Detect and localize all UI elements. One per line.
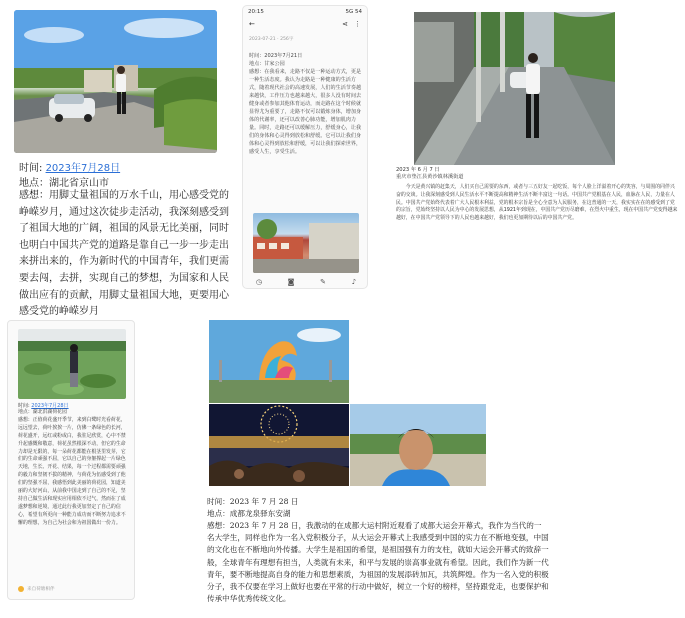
date-link[interactable]: 2023年7月28日: [31, 403, 69, 409]
footer-text: 来自荷塘相伴: [27, 587, 55, 592]
reflection-text: 感想：2023 年 7 月 28 日，我激动的在成都大运村附近观看了成都大运会开幕式，我作为当代的一名大学生，同样也作为一名入党积极分子，从大运会开幕式上我感受到中国的实力在不断地变强，中国的文化也在不断地向外传播。大学生是祖国的希望，是祖国强有力的支柱，就如大运会开幕式的致辞一般，全球青年有理想有担当，人类就有未来，和平与发展的崇高事业就有希望。因此，我们作为新一代青年，要不断地提高自身的能力和思想素质，为祖国的发展添砖加瓦，共筑辉煌。作为一名入党的积极分子，我不仅要在学习上做好也要在平常的行动中做好，树立一个好的榜样，坚持跟党走，也要保护和传承中华优秀传统文化。: [207, 521, 549, 604]
phone-note-screen: [242, 5, 368, 289]
post-card-5: [205, 318, 549, 608]
photo-sculpture: [209, 320, 349, 403]
photo-fireworks: [209, 404, 349, 486]
time-label: 时间:: [18, 403, 30, 409]
checklist-icon[interactable]: ◷: [255, 278, 262, 286]
photo-lotus-pond: [18, 329, 126, 399]
place-line: 重庆市垫江县黄沙镇林溪街道: [396, 174, 464, 180]
status-indicators: 5G 54: [345, 9, 362, 15]
photo-roadside-hiker: [14, 10, 217, 153]
note-meta: 2023-07-21 · 256字: [249, 37, 294, 42]
status-time: 20:15: [248, 9, 264, 15]
time-line: 时间：2023 年 7 月 28 日: [207, 497, 299, 506]
place-line: 地点：成都龙泉驿东安湖: [207, 509, 291, 518]
note-bottom-bar: [243, 278, 368, 286]
place-line: 地点：湖北省京山市: [19, 178, 109, 189]
time-line: [19, 161, 120, 177]
photo-selfie: [350, 404, 486, 486]
more-icon[interactable]: ⋮: [354, 20, 361, 28]
note-text: 时间：2023年7月21日 地点：甘家公园 感想：在我看来，走路不仅是一种运动方式，更是一种生活态度。我认为走路是一种健康的生活方式，随着现代社会的高速发展，人们的生活节奏越来越快，工作压力也越来越大，很多人没有时间去健身或者参加其他体育运动，而走路在这个时候就显得尤为重要了，走路不仅可以锻炼身体，增加身体的代谢率，还可以改善心肺功能，增加肌肉力量。同时，走路还可以缓解压力，舒缓身心，让我们的身体和心灵得到放松和舒缓。它可以让我们身体和心灵得到放松和舒缓，可以让我们探索世界，感受人生，享受生活。: [249, 53, 362, 155]
reflection-text: 今天是黄兴镇的赶集天，人们买自己需要的东西，或者与三五好友一起吃饭，每个人脸上洋溢着开心的笑容，与周围的同伴兴奋的交谈。让我深刻感受到人民生活水平不断提高和精神生活不断丰富这一句话。中国共产党根基在人民，血脉在人民，力量在人民。中国共产党始终代表着广大人民根本利益，党的根本宗旨是全心全意为人民服务，在这普通的一天，我实实在在的感受到了党的宗旨，党始终坚持以人民为中心的发展思想，从1921年到现在，中国共产党历尽磨难，在烈火中重生，现在中国共产党变得越来越好，在中国共产党领导下的人民也越来越好，我们也更加期待以后的中国共产党。: [396, 184, 678, 222]
note-toolbar: [243, 18, 367, 30]
date-line: 2023 年 6 月 7 日: [396, 167, 440, 173]
reflection-text: 感想：用脚丈量祖国的万水千山，用心感受党的峥嵘岁月，通过这次徒步走活动，我深刻感受到了祖国大地的广阔，祖国的风景无比美丽，同时也明白中国共产党的道路是靠自己一步一步走出来拼出来的，作为新时代的中国青年，我们更需要去闯，去拼，实现自己的梦想，为国家和人民做出应有的贡献，用脚丈量祖国大地，更要用心感受党的峥嵘岁月: [19, 190, 229, 318]
post-card-1: [14, 10, 229, 318]
share-icon[interactable]: ⋖: [342, 20, 348, 28]
reflection-text: 地点：湖北洪湖荷花园 感想：正值荷花盛开季节，来到白鹭时光看荷花，远远望去，荷叶挨挨一片，仿佛一条绿色的长河，荷花盛开，远红或粉或白，我驻足欣赏，心中不禁升起感慨和敬意，荷花虽然根深不动，但它的生命力却是无限的，每一朵荷花都能在根茎里发芽，它们的生命顽强不屈，它以自己的身躯撑起一片绿色天地，生长、开花、结果，每一个过程都需要顽强的毅力和坚韧不拔的精神，与荷花为伍感受到了他们的坚强不屈，我感悟到此美丽的荷花园，知道美丽的大好河山，从前我中国走到了自己的不足，坚持自己做生活和现实应用相依不过气，然而在了成遂梦想和逆境，通过此行我更加坚定了自己的信心，希望有所更向一种能力成功而不断努力追求不懈的理想，为自己为社会和为祖国做出一份力。: [18, 409, 126, 526]
post-card-4: [7, 320, 135, 600]
back-arrow-icon[interactable]: ←: [249, 20, 255, 28]
pen-icon[interactable]: ✎: [320, 278, 326, 286]
footer-line: [18, 586, 55, 592]
date-link[interactable]: 2023年7月28日: [45, 163, 121, 174]
photo-street-woman: [414, 12, 615, 165]
app-logo-icon: [18, 586, 24, 592]
time-line: [18, 402, 69, 409]
mic-icon[interactable]: ♪: [351, 278, 357, 286]
status-bar: [243, 6, 367, 18]
note-photo: [253, 213, 359, 273]
camera-icon[interactable]: ◙: [287, 278, 295, 286]
time-label: 时间:: [19, 163, 43, 174]
post-card-3: [396, 8, 678, 270]
